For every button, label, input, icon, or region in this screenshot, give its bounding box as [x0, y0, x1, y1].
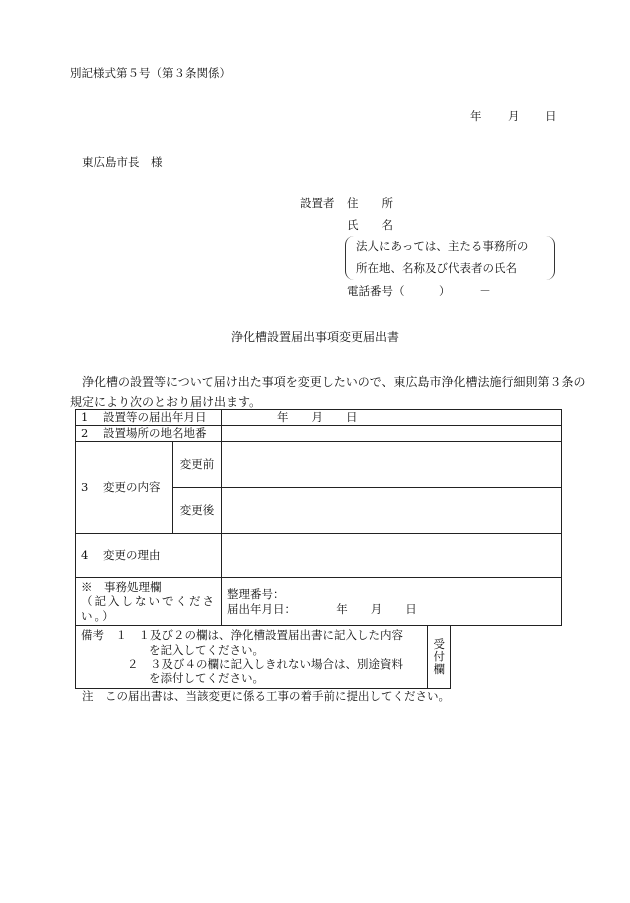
body-text: 浄化槽の設置等について届け出た事項を変更したいので、東広島市浄化槽法施行細則第３条の規定により次のとおり届け出ます。: [70, 375, 586, 409]
row-number: 2: [81, 426, 89, 441]
table-row: [76, 442, 562, 488]
table-row: [76, 426, 562, 442]
filing-date-value[interactable]: 年 月 日: [222, 410, 562, 426]
office-use-label: ※ 事務処理欄: [81, 580, 162, 594]
change-content-label: 変更の内容: [103, 480, 161, 495]
before-label: 変更前: [173, 442, 222, 488]
addressee: 東広島市長 様: [82, 155, 163, 169]
name-label: 氏 名: [347, 218, 393, 232]
after-field[interactable]: [222, 488, 562, 534]
reason-label: 変更の理由: [103, 548, 161, 563]
before-field[interactable]: [222, 442, 562, 488]
date-month: 月: [508, 109, 520, 123]
date-day: 日: [545, 109, 557, 123]
table-row: [76, 578, 562, 626]
row-number: 4: [81, 548, 89, 563]
after-label: 変更後: [173, 488, 222, 534]
row-number: 1: [81, 410, 89, 425]
applicant-role: 設置者: [300, 196, 335, 210]
note-line2: を記入してください。: [149, 642, 264, 657]
filing-date-label: 設置等の届出年月日: [103, 410, 207, 425]
form-label: 別記様式第５号（第３条関係）: [70, 66, 231, 80]
date-year: 年: [470, 109, 482, 123]
row-number: 3: [81, 480, 89, 495]
reception-stamp-area: [451, 626, 562, 689]
note-line4: を添付してください。: [149, 671, 264, 686]
office-use-note: （記入しないでください。）: [81, 594, 216, 623]
reference-number-label: 整理番号：: [227, 587, 285, 602]
reason-field[interactable]: [222, 534, 562, 578]
table-row: [76, 534, 562, 578]
table-row: [76, 626, 562, 689]
phone-label: 電話番号（ ） －: [347, 284, 491, 298]
application-table: [75, 409, 562, 689]
table-row: [76, 410, 562, 426]
document-title: 浄化槽設置届出事項変更届出書: [230, 330, 399, 344]
location-field[interactable]: [222, 426, 562, 442]
corp-note-line2: 所在地、名称及び代表者の氏名: [356, 261, 517, 275]
corp-note-line1: 法人にあっては、主たる事務所の: [356, 239, 529, 253]
reception-stamp-label: 受付欄: [428, 626, 451, 689]
note-line3: ２ ３及び４の欄に記入しきれない場合は、別途資料: [127, 656, 403, 671]
location-label: 設置場所の地名地番: [103, 426, 207, 441]
address-label: 住 所: [347, 196, 393, 210]
note-line1: 備考 １ １及び２の欄は、浄化槽設置届出書に記入した内容: [81, 628, 403, 643]
office-filing-date-label: 届出年月日： 年 月 日: [227, 601, 417, 616]
footer-note: 注 この届出書は、当該変更に係る工事の着手前に提出してください。: [82, 689, 450, 703]
